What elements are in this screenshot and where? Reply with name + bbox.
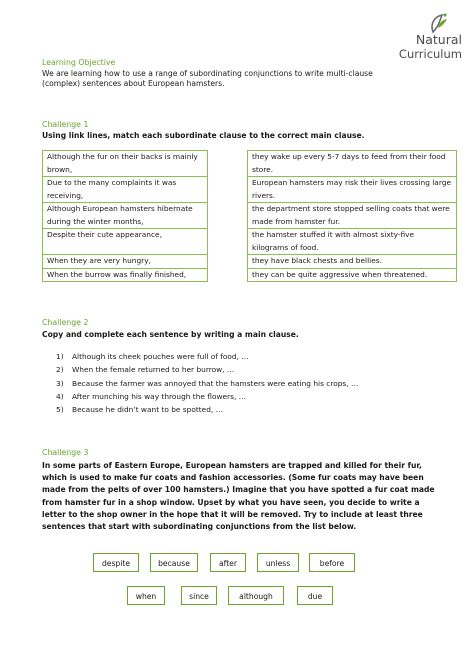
subordinate-clause-cell[interactable]: When the burrow was finally finished, xyxy=(43,268,208,282)
table-row xyxy=(43,151,208,177)
list-text: Although its cheek pouches were full of food, … xyxy=(72,352,249,361)
natural-curriculum-logo xyxy=(378,12,468,64)
subordinate-clause-cell[interactable]: Despite their cute appearance, xyxy=(43,229,208,255)
conjunction-box-since: since xyxy=(181,586,217,605)
list-text: After munching his way through the flowers, … xyxy=(72,391,247,401)
list-item xyxy=(56,379,358,392)
learning-objective-text: We are learning how to use a range of subordinating conjunctions to write multi-clause (complex) sentences about European hamsters. xyxy=(42,69,373,89)
conjunction-box-before: before xyxy=(309,553,355,572)
table-row xyxy=(43,268,208,282)
challenge-2-list xyxy=(56,352,358,418)
challenge-3-text: In some parts of Eastern Europe, European hamsters are trapped and killed for their fur, which is used to make fur coats and fashion accessories. (Some fur coats may have been made from the pelts of over 100 hamsters.) Imagine that you have spotted a fur coat made from hamster fur in a shop window. Upset by what you have seen, you decide to write a letter to the shop owner in the hope that it will be removed. Try to include at least three sentences that start with subordinating conjunctions from the list below. xyxy=(42,461,435,532)
table-row xyxy=(248,255,457,269)
table-row xyxy=(248,229,457,255)
table-row xyxy=(43,255,208,269)
main-clause-cell[interactable]: they have black chests and bellies. xyxy=(248,255,457,269)
learning-objective-heading: Learning Objective xyxy=(42,58,116,67)
challenge-2-heading: Challenge 2 xyxy=(42,318,89,327)
subordinate-clause-cell[interactable]: Although the fur on their backs is mainly brown, xyxy=(43,151,208,177)
main-clause-cell[interactable]: they can be quite aggressive when threatened. xyxy=(248,268,457,282)
subordinate-clause-cell[interactable]: When they are very hungry, xyxy=(43,255,208,269)
challenge-1-instruction: Using link lines, match each subordinate clause to the correct main clause. xyxy=(42,131,365,140)
conjunction-box-due: due xyxy=(297,586,333,605)
subordinate-clause-cell[interactable]: Due to the many complaints it was receiving, xyxy=(43,177,208,203)
list-number: 2) xyxy=(56,365,64,375)
table-row xyxy=(248,268,457,282)
table-row xyxy=(43,229,208,255)
list-item xyxy=(56,352,358,365)
list-number: 4) xyxy=(56,391,64,401)
conjunction-box-despite: despite xyxy=(93,553,139,572)
table-row xyxy=(43,203,208,229)
logo-text-line2: Curriculum xyxy=(398,47,462,61)
table-row xyxy=(248,151,457,177)
list-number: 3) xyxy=(56,378,64,388)
subordinate-clause-table xyxy=(42,150,208,282)
conjunction-box-when: when xyxy=(127,586,165,605)
conjunction-box-although: although xyxy=(228,586,284,605)
challenge-2-instruction: Copy and complete each sentence by writing a main clause. xyxy=(42,330,299,339)
conjunction-box-after: after xyxy=(210,553,246,572)
conjunction-box-unless: unless xyxy=(257,553,299,572)
main-clause-cell[interactable]: European hamsters may risk their lives crossing large rivers. xyxy=(248,177,457,203)
table-row xyxy=(248,203,457,229)
main-clause-cell[interactable]: they wake up every 5-7 days to feed from their food store. xyxy=(248,151,457,177)
subordinate-clause-cell[interactable]: Although European hamsters hibernate during the winter months, xyxy=(43,203,208,229)
list-text: Because the farmer was annoyed that the hamsters were eating his crops, … xyxy=(72,378,359,388)
logo-text-line1: Natural xyxy=(415,32,462,47)
table-row xyxy=(43,177,208,203)
list-number: 1) xyxy=(56,352,64,361)
main-clause-cell[interactable]: the department store stopped selling coats that were made from hamster fur. xyxy=(248,203,457,229)
table-row xyxy=(248,177,457,203)
list-item xyxy=(56,405,358,418)
challenge-3-heading: Challenge 3 xyxy=(42,448,89,457)
list-text: Because he didn’t want to be spotted, … xyxy=(72,405,223,415)
list-item xyxy=(56,392,358,405)
main-clause-cell[interactable]: the hamster stuffed it with almost sixty-five kilograms of food. xyxy=(248,229,457,255)
main-clause-table xyxy=(247,150,457,282)
list-text: When the female returned to her burrow, … xyxy=(72,365,235,375)
challenge-1-heading: Challenge 1 xyxy=(42,120,89,129)
list-item xyxy=(56,365,358,378)
conjunction-box-because: because xyxy=(150,553,198,572)
list-number: 5) xyxy=(56,405,64,415)
